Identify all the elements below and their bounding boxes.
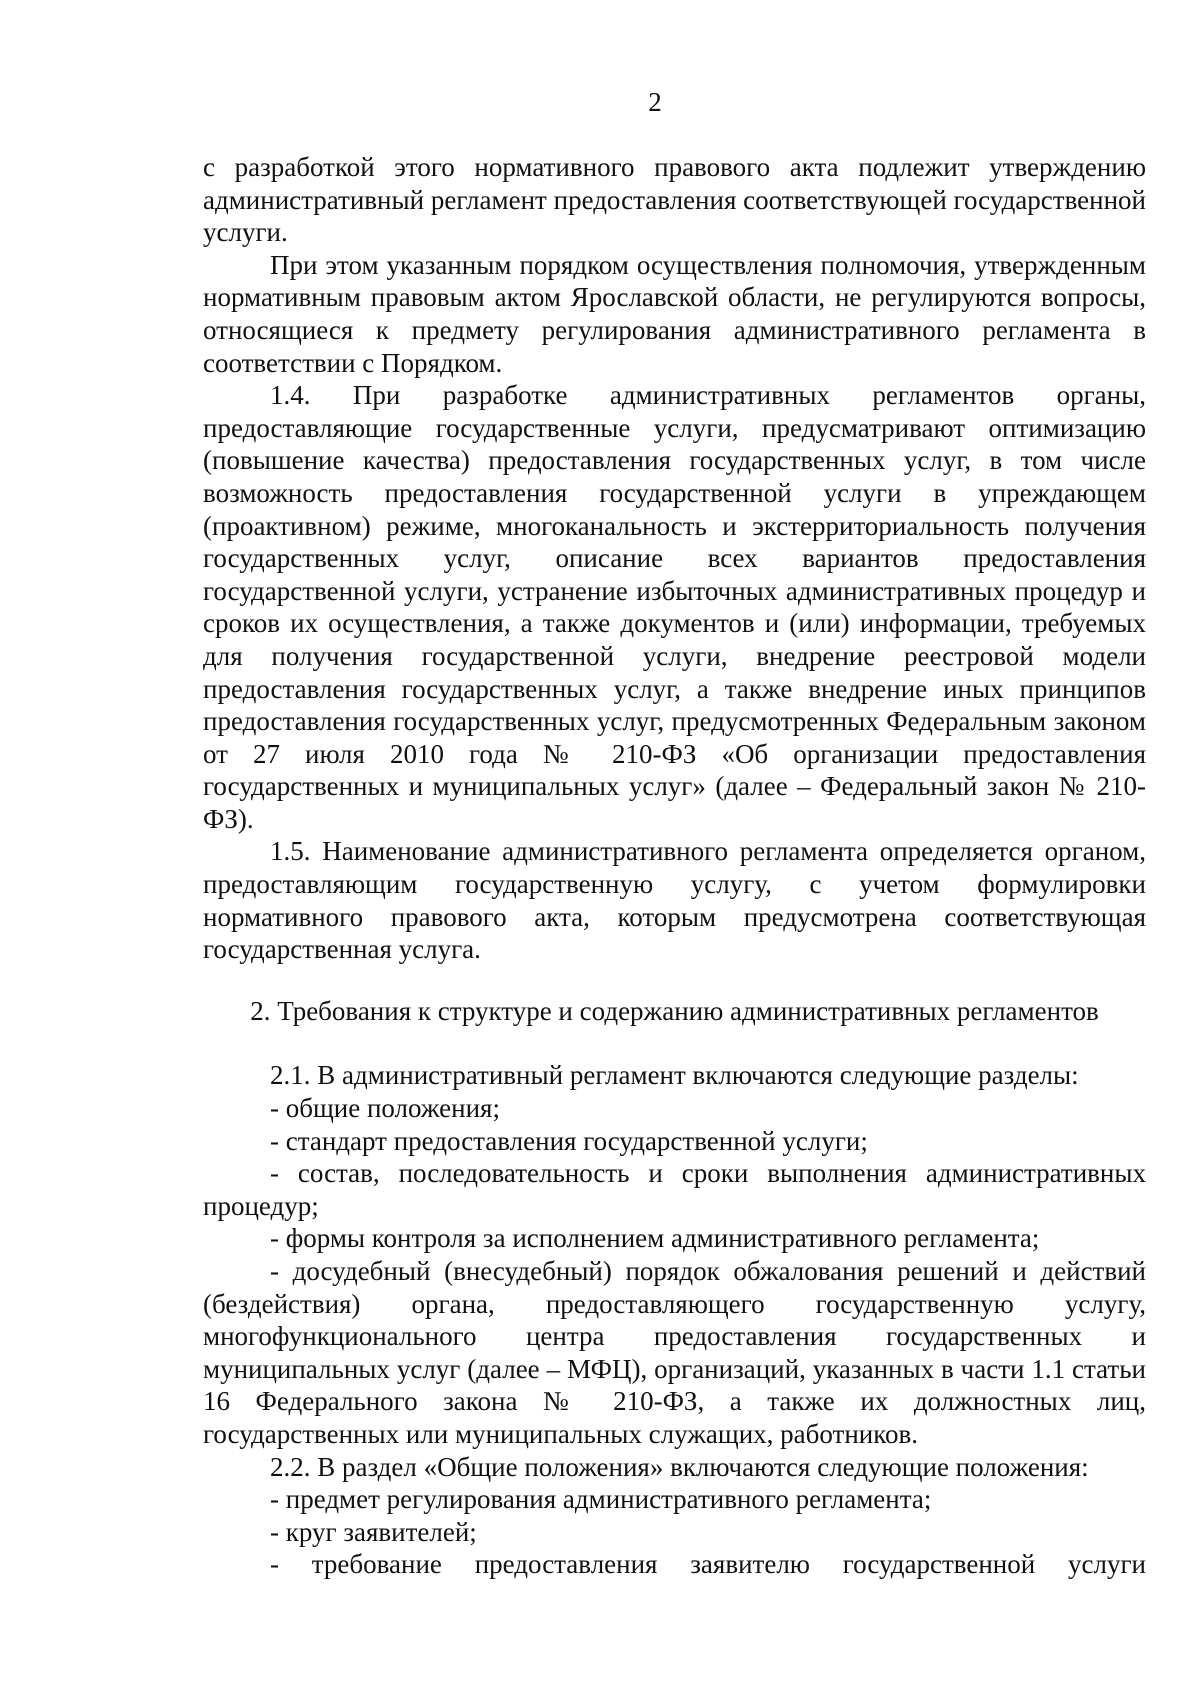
paragraph-1-4: 1.4. При разработке административных регламентов органы, предоставляющие государственные услуги, предусматривают оптимизацию (повышение качества) предоставления государственных услуг, в том числе возможность предоставления государственной услуги в упреждающем (проактивном) режиме, многоканальность и экстерриториальность получения государственных услуг, описание всех вариантов предоставления государственной услуги, устранение избыточных административных процедур и сроков их осуществления, а также документов и (или) информации, требуемых для получения государственной услуги, внедрение реестровой модели предоставления государственных услуг, а также внедрение иных принципов предоставления государственных услуг, предусмотренных Федеральным законом от 27 июля 2010 года № 210-ФЗ «Об организации предоставления государственных и муниципальных услуг» (далее – Федеральный закон № 210-ФЗ). [203,380,1146,834]
list-item-procedures: - состав, последовательность и сроки выполнения административных процедур; [203,1158,1146,1221]
list-item-regulation-subject: - предмет регулирования административного регламента; [270,1484,932,1515]
list-item-appeal-procedure: - досудебный (внесудебный) порядок обжалования решений и действий (бездействия) органа, предоставляющего государственную услугу, многофункционального центра предоставления государственных и муниципальных услуг (далее – МФЦ), организаций, указанных в части 1.1 статьи 16 Федерального закона № 210-ФЗ, а также их должностных лиц, государственных или муниципальных служащих, работников. [203,1256,1146,1449]
list-item-applicants: - круг заявителей; [270,1516,477,1547]
paragraph-continuation: с разработкой этого нормативного правового акта подлежит утверждению административный регламент предоставления соответствующей государственной услуги. [203,152,1146,248]
list-item-service-requirement: - требование предоставления заявителю государственной услуги [270,1549,1146,1580]
paragraph-1-5: 1.5. Наименование административного регламента определяется органом, предоставляющим государственную услугу, с учетом формулировки нормативного правового акта, которым предусмотрена соответствующая государственная услуга. [203,836,1146,965]
paragraph-2-1: 2.1. В административный регламент включаются следующие разделы: [270,1060,1079,1091]
page-number: 2 [648,87,662,117]
section-heading: 2. Требования к структуре и содержанию административных регламентов [250,995,1099,1026]
document-body [203,151,1146,1581]
paragraph-2-2: 2.2. В раздел «Общие положения» включаются следующие положения: [270,1451,1089,1482]
list-item-control-forms: - формы контроля за исполнением административного регламента; [270,1223,1040,1254]
paragraph-procedure-note: При этом указанным порядком осуществления полномочия, утвержденным нормативным правовым актом Ярославской области, не регулируются вопросы, относящиеся к предмету регулирования административного регламента в соответствии с Порядком. [203,249,1146,378]
list-item-general-provisions: - общие положения; [270,1093,500,1124]
list-item-service-standard: - стандарт предоставления государственной услуги; [270,1125,868,1156]
